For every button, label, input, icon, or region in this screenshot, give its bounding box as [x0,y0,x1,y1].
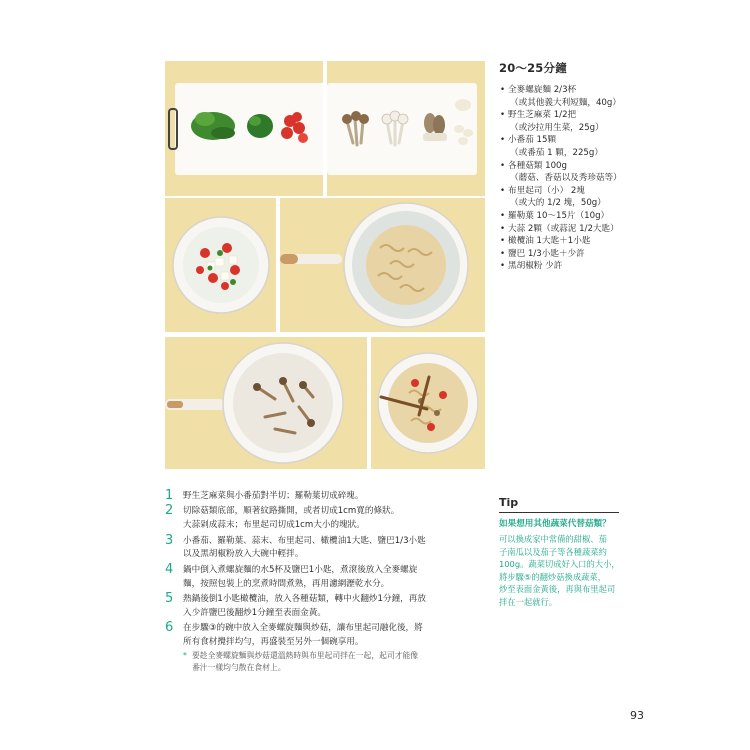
ingredient-name: 大蒜 2顆（或蒜泥 1/2大匙） [508,223,619,234]
ingredient-item [499,185,669,210]
ingredient-item [499,134,669,159]
pot-fusilli-illustration [280,198,485,332]
tip-box [499,496,639,609]
photo-pan-mushrooms [165,337,367,469]
ingredient-item [499,223,669,236]
step-text: 在步驟③的碗中放入全麥螺旋麵與炒菇，讓布里起司融化後，將 [183,623,423,634]
step-number: 6 [165,620,174,636]
photo-bowl-tomato-basil [165,198,276,332]
step-text: 野生芝麻菜與小番茄對半切；羅勒葉切成碎塊。 [183,491,364,501]
step-note: 番汁一樣均勻散在食材上。 [192,663,286,673]
ingredient-name: 橄欖油 1大匙＋1小匙 [508,236,591,247]
tip-body-line: 將步驟⑤的翻炒菇換成蔬菜， [499,571,607,582]
ingredient-item [499,235,669,248]
ingredient-list [499,84,669,273]
ingredient-name: 布里起司（小） 2塊 [508,185,585,196]
photo-cutting-board-mushrooms [327,61,485,196]
photo-pot-fusilli [280,198,485,332]
cutting-board-greens-illustration [165,61,323,196]
step-text: 入少許鹽巴後翻炒1分鐘至表面金黃。 [183,607,326,618]
ingredient-name: 羅勒葉 10～15片（10g） [508,210,610,221]
ingredient-name: 各種菇類 100g [508,160,567,171]
cooking-time: 20～25分鐘 [499,61,567,75]
step-number: 1 [165,488,174,503]
ingredients-panel [499,60,669,273]
step-number: 3 [165,532,174,548]
steps-list [165,490,465,677]
ingredient-name: 小番茄 15顆 [508,135,557,146]
step-text: 大蒜剁成蒜末；布里起司切成1cm大小的塊狀。 [183,520,365,531]
step-number: 4 [165,561,174,577]
ingredient-item [499,260,669,273]
ingredient-name: 全麥螺旋麵 2/3杯 [508,85,577,95]
step-item [165,561,465,592]
tip-body-line: 拌在一起就行。 [499,596,558,607]
ingredient-note: （或番茄 1 顆，225g） [510,147,603,158]
pan-mushrooms-illustration [165,337,367,469]
ingredient-item [499,109,669,134]
tip-body-line: 炒至表面金黃後，再與布里起司 [499,584,616,595]
tip-question: 如果想用其他蔬菜代替菇類？ [499,519,611,529]
ingredient-name: 鹽巴 1/3小匙＋少許 [508,248,585,259]
tip-body-line: 可以換成家中常備的甜椒、茄 [499,534,607,544]
ingredient-item [499,248,669,261]
step-note: * 要趁全麥螺旋麵與炒菇還溫熱時與布里起司拌在一起，起司才能像 [183,650,465,663]
step-item [165,505,465,533]
ingredient-item [499,210,669,223]
ingredient-name: 野生芝麻菜 1/2把 [508,110,577,121]
ingredient-note: （蘑菇、香菇以及秀珍菇等） [510,173,622,184]
photo-cutting-board-greens [165,61,323,196]
step-item [165,590,465,621]
step-number: 2 [165,503,174,519]
step-text: 所有食材攪拌均勻，再盛裝至另外一個碗享用。 [183,636,364,647]
tip-divider [499,512,619,513]
ingredient-item [499,160,669,185]
tip-body-line: 100g。蔬菜切成好入口的大小， [499,559,620,570]
step-item [165,532,465,563]
cutting-board-mushrooms-illustration [327,61,485,196]
bowl-tomato-basil-illustration [165,198,276,332]
ingredient-note: （或大的 1/2 塊，50g） [510,198,606,209]
ingredient-item [499,84,669,109]
ingredient-note: （或其他義大利短麵，40g） [510,97,621,108]
step-text: 麵，按照包裝上的烹煮時間煮熟，再用濾網瀝乾水分。 [183,578,390,589]
step-text: 鍋中倒入煮螺旋麵的水5杯及鹽巴1小匙，煮滾後放入全麥螺旋 [183,564,418,575]
step-number: 5 [165,590,174,606]
tip-body [499,533,639,609]
step-text: 切除菇類底部，順著紋路撕開，或者切成1cm寬的條狀。 [183,506,400,517]
step-text: 熱鍋後倒1小匙橄欖油，放入各種菇類，轉中火翻炒1分鐘，再放 [183,593,426,604]
photo-bowl-mixed-pasta [371,337,485,469]
ingredient-name: 黑胡椒粉 少許 [508,261,563,272]
tip-label: Tip [499,496,519,509]
bowl-mixed-pasta-illustration [371,337,485,469]
tip-body-line: 子南瓜以及茄子等各種蔬菜約 [499,546,607,557]
ingredient-note: （或沙拉用生菜，25g） [510,122,604,133]
step-item [165,622,465,675]
step-text: 小番茄、羅勒葉、蒜末、布里起司、橄欖油1大匙、鹽巴1/3小匙 [183,535,426,546]
page-number: 93 [630,709,644,722]
step-item [165,490,465,504]
step-text: 以及黑胡椒粉放入大碗中輕拌。 [183,549,304,560]
